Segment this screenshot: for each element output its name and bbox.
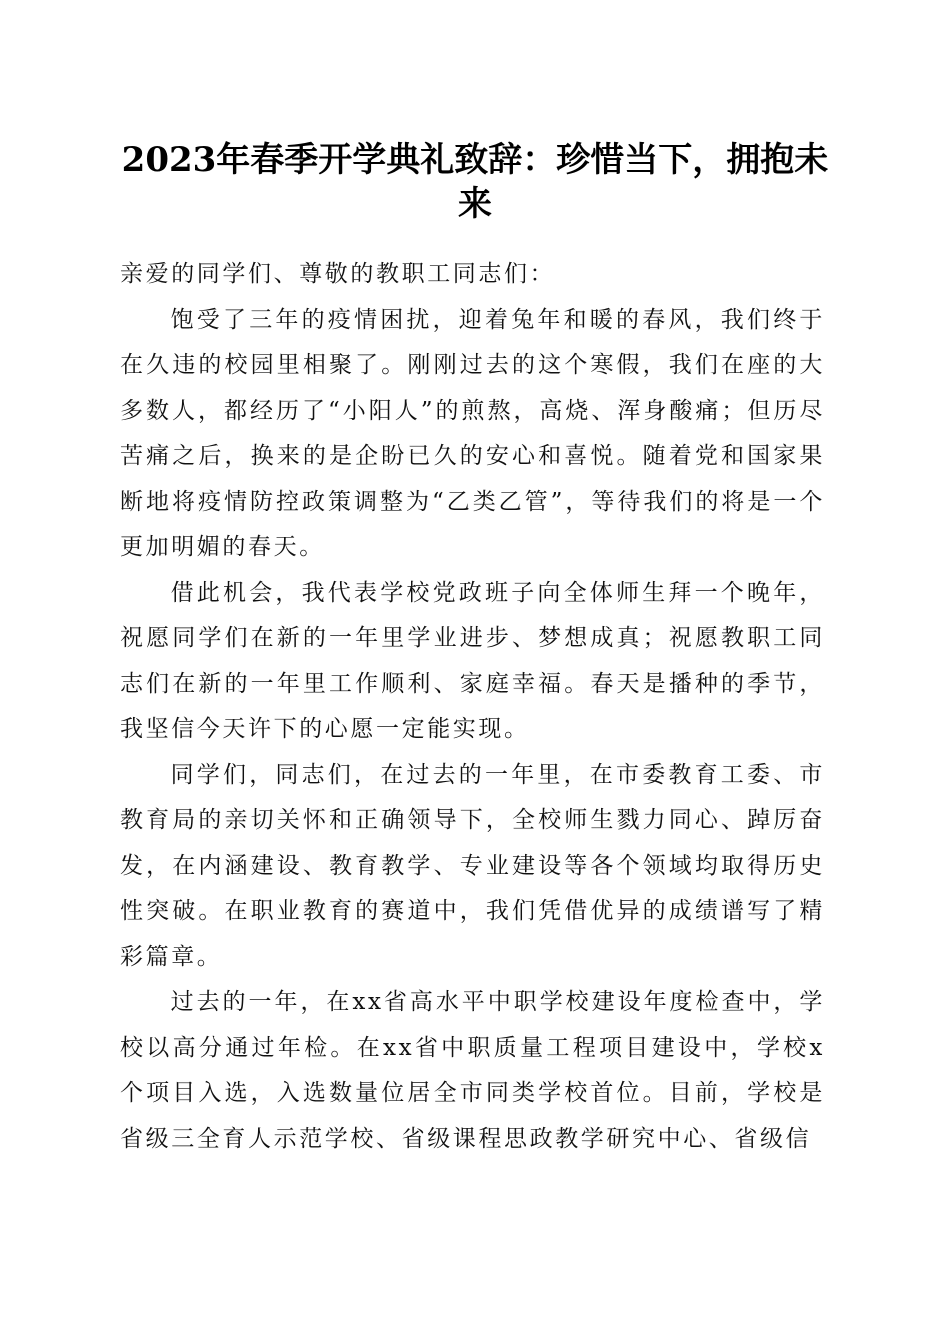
- paragraph: 借此机会，我代表学校党政班子向全体师生拜一个晚年，祝愿同学们在新的一年里学业进步、梦想成真；祝愿教职工同志们在新的一年里工作顺利、家庭幸福。春天是播种的季节，我坚信今天许下的心愿一定能实现。: [120, 579, 825, 742]
- document-title: 2023年春季开学典礼致辞：珍惜当下，拥抱未来: [121, 140, 829, 224]
- paragraph: 同学们，同志们，在过去的一年里，在市委教育工委、市教育局的亲切关怀和正确领导下，全校师生戮力同心、踔厉奋发，在内涵建设、教育教学、专业建设等各个领域均取得历史性突破。在职业教育的赛道中，我们凭借优异的成绩谱写了精彩篇章。: [120, 761, 825, 970]
- paragraph: 过去的一年，在xx省高水平中职学校建设年度检查中，学校以高分通过年检。在xx省中职质量工程项目建设中，学校x个项目入选，入选数量位居全市同类学校首位。目前，学校是省级三全育人示范学校、省级课程思政教学研究中心、省级信: [120, 989, 825, 1152]
- salutation: 亲爱的同学们、尊敬的教职工同志们：: [120, 261, 556, 287]
- document-body: [120, 252, 825, 1162]
- paragraph: 饱受了三年的疫情困扰，迎着兔年和暖的春风，我们终于在久违的校园里相聚了。刚刚过去的这个寒假，我们在座的大多数人，都经历了“小阳人”的煎熬，高烧、浑身酸痛；但历尽苦痛之后，换来的是企盼已久的安心和喜悦。随着党和国家果断地将疫情防控政策调整为“乙类乙管”，等待我们的将是一个更加明媚的春天。: [120, 306, 825, 560]
